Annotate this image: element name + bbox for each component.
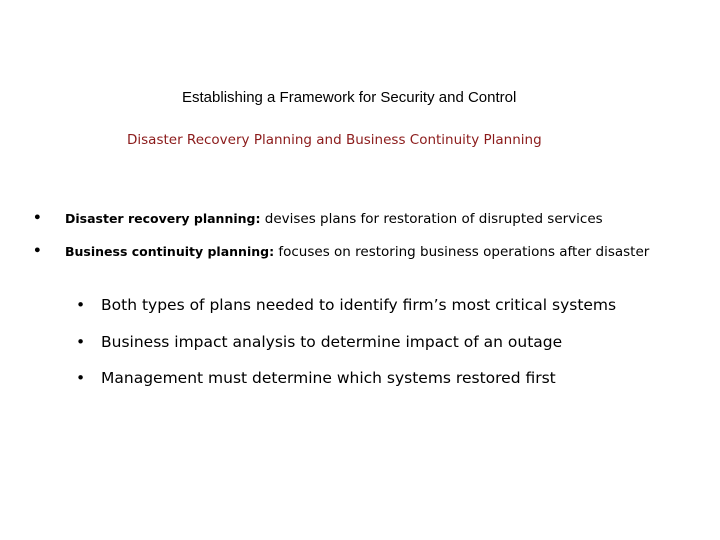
bullet-text	[65, 242, 665, 262]
sub-bullet-text: Business impact analysis to determine impact of an outage	[101, 333, 563, 351]
bullet-term: Business continuity planning:	[65, 244, 275, 259]
bullet-term: Disaster recovery planning:	[65, 211, 261, 226]
bullet-marker: •	[33, 210, 42, 226]
bullet-text	[65, 209, 603, 229]
bullet-description: devises plans for restoration of disrupted services	[264, 211, 603, 227]
sub-bullet-text: Both types of plans needed to identify firm’s most critical systems	[101, 296, 617, 314]
sub-bullet-marker: •	[76, 369, 86, 387]
sub-bullet-marker: •	[76, 333, 86, 351]
sub-bullet-marker: •	[76, 296, 86, 314]
slide-subtitle: Disaster Recovery Planning and Business Continuity Planning	[127, 132, 542, 148]
sub-bullet-text: Management must determine which systems restored first	[101, 369, 556, 387]
slide-title: Establishing a Framework for Security and Control	[182, 89, 517, 106]
bullet-marker: •	[33, 243, 42, 259]
bullet-description: focuses on restoring business operations after disaster	[278, 244, 650, 260]
